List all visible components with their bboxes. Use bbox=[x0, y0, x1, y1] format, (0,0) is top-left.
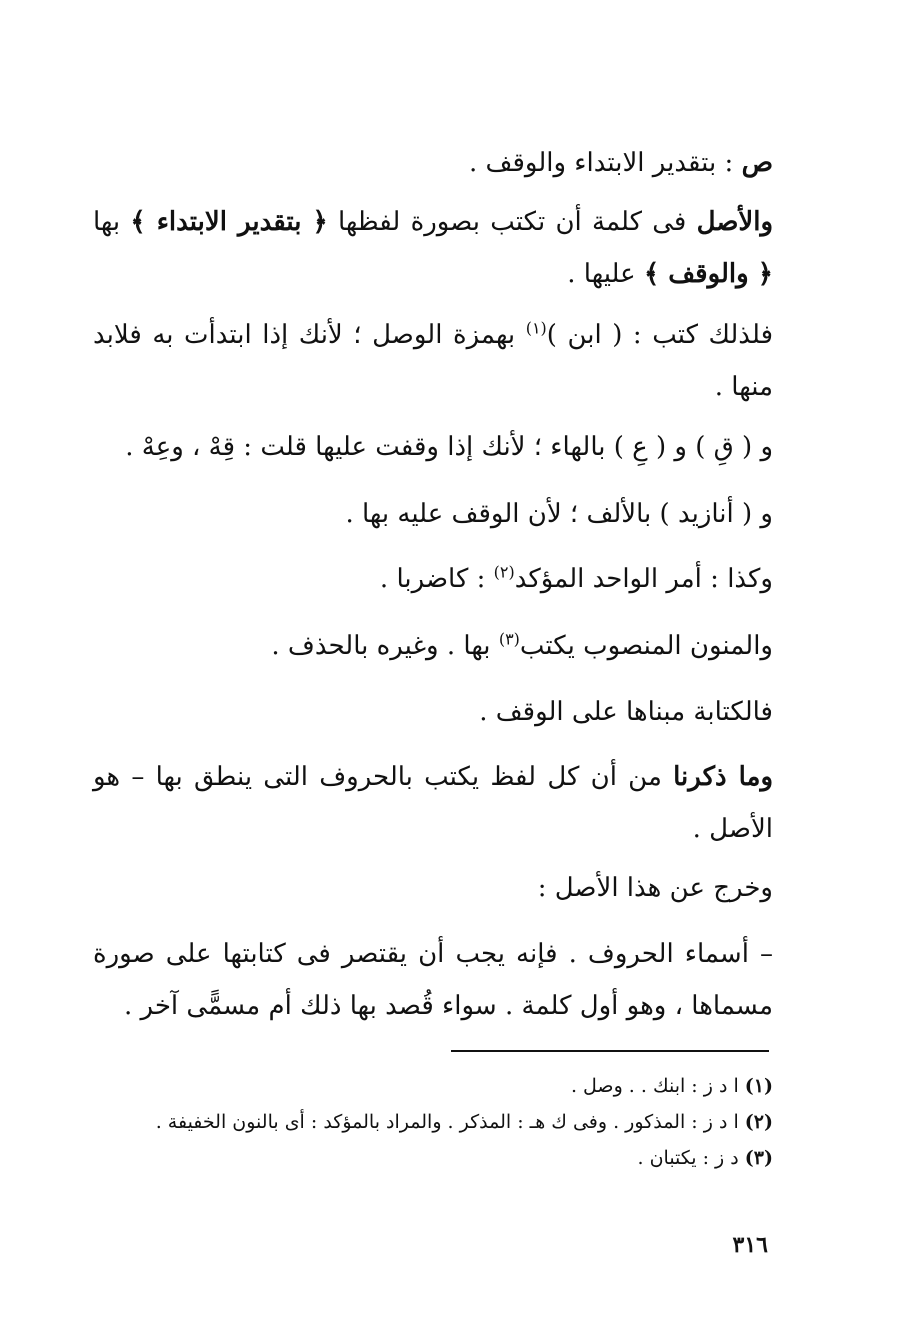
section-mark: ص bbox=[741, 148, 773, 178]
footnote-3 bbox=[93, 1144, 773, 1172]
footnote-number: (١) bbox=[744, 1075, 773, 1097]
footnote-ref-2: (٢) bbox=[493, 562, 515, 582]
paragraph-amr-wahid: وكذا : أمر الواحد المؤكد$^{(٢)}$ : كاضربا . bbox=[379, 562, 773, 594]
footnote-ref-3: (٣) bbox=[498, 629, 520, 649]
footnote-text: ا د ز : ابنك . . وصل . bbox=[570, 1075, 739, 1097]
paragraph-kharaja: وخرج عن هذا الأصل : bbox=[537, 873, 773, 903]
quote-ibtida: ﴿ بتقدير الابتداء ﴾ bbox=[130, 207, 328, 237]
quote-waqf: ﴿ والوقف ﴾ bbox=[643, 259, 773, 289]
term-asl: والأصل bbox=[696, 207, 773, 237]
paragraph-ibn: فلذلك كتب : ( ابن )$^{(١)}$ بهمزة الوصل ؛ لأنك إذا ابتدأت به فلابد منها . bbox=[93, 318, 773, 402]
paragraph-principle: والأصل فى كلمة أن تكتب بصورة لفظها ﴿ بتقدير الابتداء ﴾ بها ﴿ والوقف ﴾ عليها . bbox=[93, 207, 773, 289]
footnote-text: د ز : يكتبان . bbox=[637, 1147, 739, 1169]
paragraph-asma-huruf: – أسماء الحروف . فإنه يجب أن يقتصر فى كتابتها على صورة مسماها ، وهو أول كلمة . سواء قُصد بها ذلك أم مسمًّى آخر . bbox=[93, 939, 773, 1021]
footnote-2 bbox=[93, 1108, 773, 1136]
paragraph-anazayd: و ( أنازيد ) بالألف ؛ لأن الوقف عليه بها . bbox=[345, 499, 773, 529]
paragraph-qi-ii: و ( قِ ) و ( عِ ) بالهاء ؛ لأنك إذا وقفت عليها قلت : قِهْ ، وعِهْ . bbox=[125, 432, 773, 462]
footnote-text: ا د ز : المذكور . وفى ك هـ : المذكر . والمراد بالمؤكد : أى بالنون الخفيفة . bbox=[155, 1111, 739, 1133]
footnote-number: (٣) bbox=[744, 1147, 773, 1169]
section-heading bbox=[93, 137, 773, 189]
paragraph-munawwan: والمنون المنصوب يكتب$^{(٣)}$ بها . وغيره بالحذف . bbox=[271, 629, 773, 661]
section-heading-text: : بتقدير الابتداء والوقف . bbox=[469, 148, 734, 178]
footnote-divider bbox=[451, 1050, 769, 1052]
paragraph-ma-dhakarna: وما ذكرنا من أن كل لفظ يكتب بالحروف التى ينطق بها – هو الأصل . bbox=[93, 762, 774, 844]
term-ma-dhakarna: وما ذكرنا bbox=[673, 762, 774, 792]
footnote-ref-1: (١) bbox=[525, 318, 547, 338]
footnote-number: (٢) bbox=[744, 1111, 773, 1133]
footnote-1 bbox=[93, 1072, 773, 1100]
paragraph-kitaba: فالكتابة مبناها على الوقف . bbox=[479, 697, 773, 727]
page-number: ٣١٦ bbox=[732, 1232, 768, 1258]
